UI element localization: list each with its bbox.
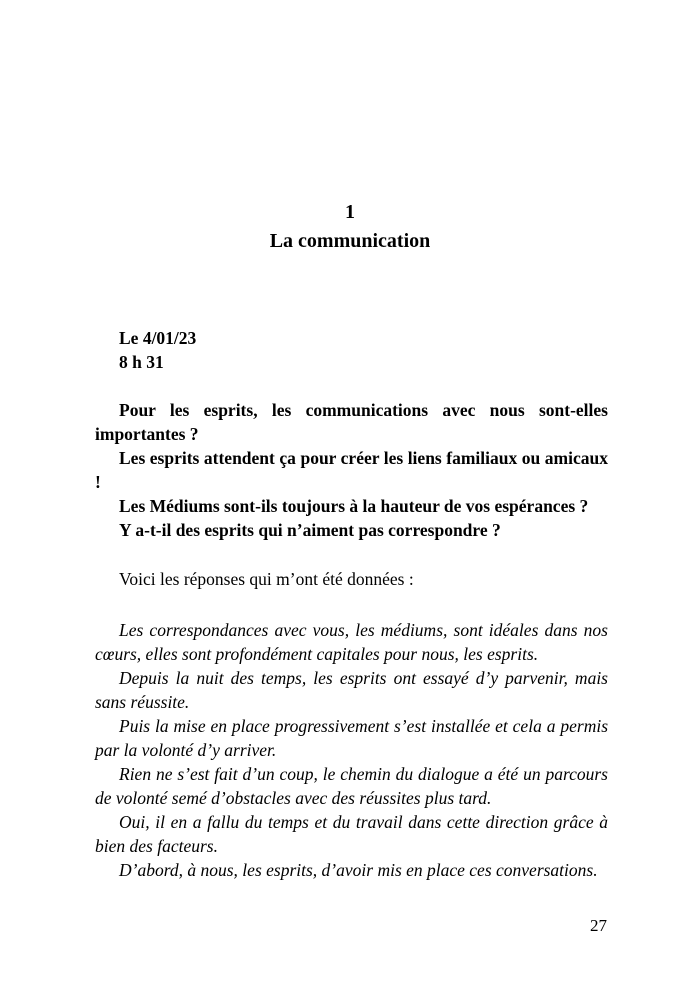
question-paragraph: Les esprits attendent ça pour créer les liens familiaux ou amicaux ! — [95, 448, 608, 492]
question-paragraph: Les Médiums sont-ils toujours à la hauteur de vos espérances ? — [119, 496, 589, 516]
answer-paragraph: Depuis la nuit des temps, les esprits ont essayé d’y parvenir, mais sans réussite. — [95, 668, 608, 712]
intro-paragraph: Voici les réponses qui m’ont été données : — [119, 569, 414, 589]
questions-block — [95, 398, 608, 542]
question-paragraph: Pour les esprits, les communications avec nous sont-elles importantes ? — [95, 400, 608, 444]
answer-paragraph: D’abord, à nous, les esprits, d’avoir mis en place ces conversations. — [119, 860, 598, 880]
answer-paragraph: Puis la mise en place progressivement s’est installée et cela a permis par la volonté d’y arriver. — [95, 716, 608, 760]
entry-time: 8 h 31 — [119, 352, 164, 372]
answer-paragraph: Rien ne s’est fait d’un coup, le chemin du dialogue a été un parcours de volonté semé d’obstacles avec des réussites plus tard. — [95, 764, 608, 808]
intro-block — [95, 567, 608, 591]
page-number: 27 — [590, 916, 607, 935]
answer-paragraph: Oui, il en a fallu du temps et du travail dans cette direction grâce à bien des facteurs. — [95, 812, 608, 856]
entry-header — [95, 326, 608, 374]
question-paragraph: Y a-t-il des esprits qui n’aiment pas correspondre ? — [119, 520, 501, 540]
chapter-title: La communication — [269, 230, 431, 252]
chapter-number: 1 — [345, 201, 355, 223]
entry-date: Le 4/01/23 — [119, 328, 197, 348]
answer-paragraph: Les correspondances avec vous, les médiums, sont idéales dans nos cœurs, elles sont profondément capitales pour nous, les esprits. — [95, 620, 608, 664]
answers-block — [95, 618, 608, 882]
